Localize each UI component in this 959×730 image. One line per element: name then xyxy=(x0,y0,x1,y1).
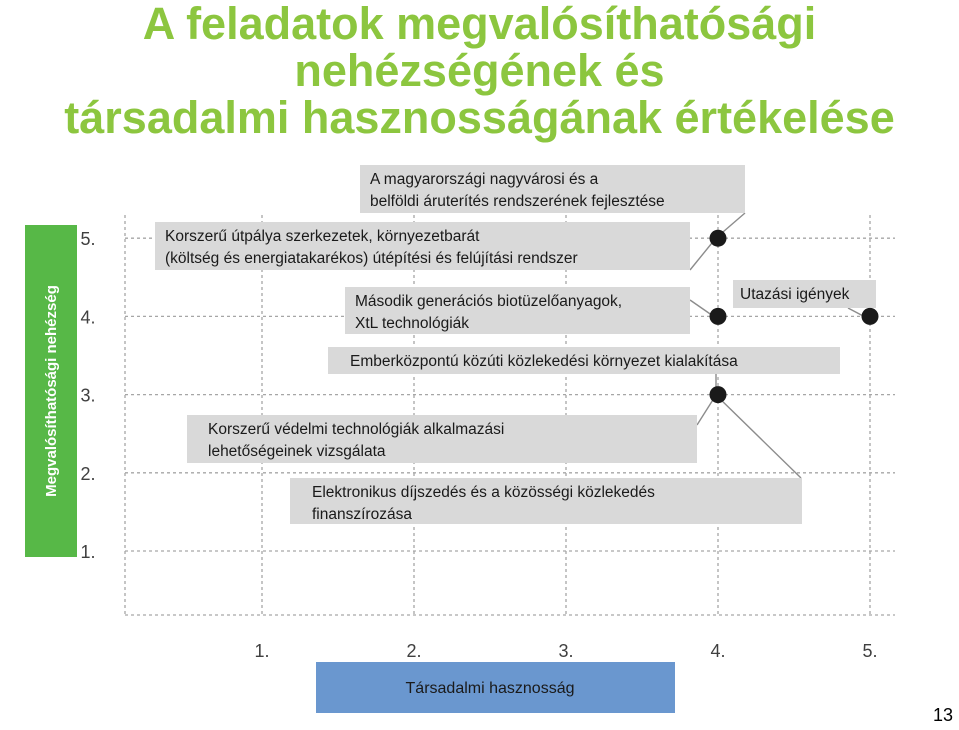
label-box-text: Második generációs biotüzelőanyagok, xyxy=(355,293,623,310)
y-tick-label: 3. xyxy=(80,385,96,406)
x-axis-label: Társadalmi hasznosság xyxy=(405,680,575,697)
connector-line xyxy=(716,395,801,478)
y-tick-label: 1. xyxy=(80,542,96,562)
label-box-text: lehetőségeinek vizsgálata xyxy=(208,443,386,460)
y-tick-label: 4. xyxy=(80,307,96,328)
slide-title-line-2: társadalmi hasznosságának értékelése xyxy=(64,92,895,143)
label-box-text: Emberközpontú közúti közlekedési környezet kialakítása xyxy=(350,353,738,370)
data-point xyxy=(710,230,727,247)
label-box-text: XtL technológiák xyxy=(355,315,470,332)
label-box-text: finanszírozása xyxy=(312,506,412,523)
label-boxes xyxy=(155,165,876,524)
label-box-text: Korszerű útpálya szerkezetek, környezetbarát xyxy=(165,228,480,245)
x-tick-label: 3. xyxy=(558,641,574,661)
label-box-text: Elektronikus díjszedés és a közösségi közlekedés xyxy=(312,484,655,501)
x-tick-label: 2. xyxy=(406,641,422,661)
page-number: 13 xyxy=(932,705,953,725)
y-axis-label: Megvalósíthatósági nehézség xyxy=(43,285,60,497)
data-point xyxy=(710,308,727,325)
data-point xyxy=(710,386,727,403)
data-point xyxy=(862,308,879,325)
x-tick-label: 4. xyxy=(710,641,726,661)
label-box-text: (költség és energiatakarékos) útépítési és felújítási rendszer xyxy=(165,250,578,267)
x-tick-label: 1. xyxy=(254,641,270,661)
x-tick-label: 5. xyxy=(862,641,878,661)
label-connectors xyxy=(690,213,867,478)
label-box-text: belföldi áruterítés rendszerének fejlesztése xyxy=(370,193,665,210)
label-box-text: Utazási igények xyxy=(740,286,850,303)
y-tick-label: 5. xyxy=(80,229,96,250)
y-tick-label: 2. xyxy=(80,463,96,484)
label-box-text: A magyarországi nagyvárosi és a xyxy=(370,171,599,188)
label-box-text: Korszerű védelmi technológiák alkalmazási xyxy=(208,421,505,438)
slide-title-line-1: A feladatok megvalósíthatósági nehézségének és xyxy=(142,0,817,96)
